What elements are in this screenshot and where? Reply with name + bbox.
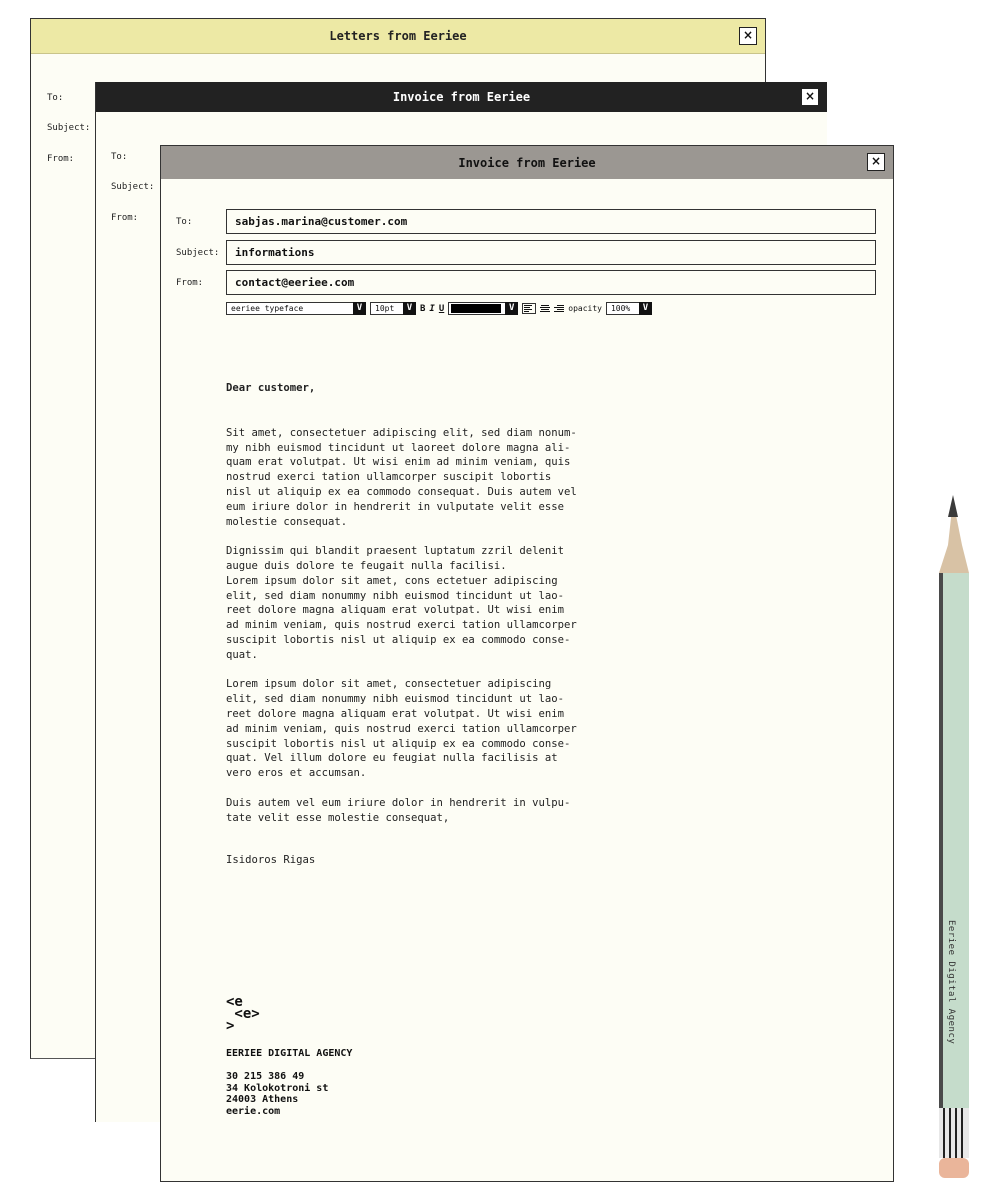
color-swatch [451,304,501,313]
invoice-window-title: Invoice from Eeriee [458,155,596,170]
letters-window-titlebar[interactable] [31,19,765,54]
invoice-window-titlebar[interactable] [161,146,893,179]
italic-button[interactable]: I [429,303,435,314]
agency-name: EERIEE DIGITAL AGENCY [226,1048,353,1059]
agency-contact [226,1071,328,1117]
letter-paragraph: Sit amet, consectetuer adipiscing elit, sed diam nonum- my nibh euismod tincidunt ut laoreet dolore magna ali- quam erat volutpat. Ut wisi enim ad minim veniam, quis nostrud exerci tation ullamcorper suscipit lobortis nisl ut aliquip ex ea commodo consequat. Duis autem vel eum iriure dolor in hendrerit in vulputate velit esse molestie consequat. [226,426,577,528]
to-label: To: [111,152,128,162]
letter-paragraph: Dignissim qui blandit praesent luptatum zzril delenit augue duis dolore te feugait nulla facilisi. Lorem ipsum dolor sit amet, cons ectetuer adipiscing elit, sed diam nonummy nibh euismod tincidunt ut lao- reet dolore magna aliquam erat volutpat. Ut wisi enim ad minim veniam, quis nostrud exerci tation ullamcorper suscipit lobortis nisl ut aliquip ex ea commodo conse- quat. [226,545,577,661]
from-field[interactable] [226,270,876,295]
align-center-icon[interactable] [540,305,550,312]
agency-logo [226,996,260,1032]
ferrule-stripe [955,1108,957,1158]
subject-label: Subject: [111,182,155,192]
size-select-value: 10pt [375,304,395,313]
close-icon[interactable]: × [867,153,885,171]
chevron-down-icon: V [353,302,366,315]
size-select[interactable] [370,302,416,315]
agency-phone: 30 215 386 49 [226,1071,305,1082]
to-field[interactable] [226,209,876,234]
bold-button[interactable]: B [420,303,426,314]
from-label: From: [176,278,204,288]
close-icon[interactable]: × [739,27,757,45]
subject-label: Subject: [47,123,91,133]
color-select[interactable] [448,302,518,315]
agency-website: eerie.com [226,1105,281,1117]
letter-paragraph: Duis autem vel eum iriure dolor in hendrerit in vulpu- tate velit esse molestie consequat, [226,796,571,824]
align-right-icon[interactable] [554,305,564,312]
ferrule-stripe [949,1108,951,1158]
chevron-down-icon: V [639,302,652,315]
underline-button[interactable]: U [438,303,445,314]
close-icon[interactable]: × [801,88,819,106]
pencil-illustration [936,495,972,1185]
letter-greeting: Dear customer, [226,382,316,394]
to-label: To: [47,93,64,103]
agency-street: 34 Kolokotroni st [226,1082,329,1094]
letter-paragraph: Lorem ipsum dolor sit amet, consectetuer adipiscing elit, sed diam nonummy nibh euismod tincidunt ut lao- reet dolore magna aliquam erat volutpat. Ut wisi enim ad minim veniam, quis nostrud exerci tation ullamcorper suscipit lobortis nisl ut aliquip ex ea commodo conse- quat. Vel illum dolore eu feugiat nulla facilisis at vero eros et accumsan. [226,678,577,780]
chevron-down-icon: V [403,302,416,315]
logo-line: <e [226,994,243,1010]
to-label: To: [176,217,193,227]
letters-window-title: Letters from Eeriee [329,29,467,43]
align-left-icon[interactable] [522,303,536,314]
pencil-shadow [939,573,943,1108]
from-label: From: [111,213,139,223]
logo-line: > [226,1018,235,1034]
chevron-down-icon: V [505,302,518,315]
invoice-window [160,145,894,1182]
letter-body[interactable] [226,381,646,883]
logo-line: <e> [226,1006,260,1022]
font-select[interactable] [226,302,366,315]
opacity-label: opacity [568,304,602,313]
letter-signature: Isidoros Rigas [226,854,316,867]
subject-field[interactable] [226,240,876,265]
subject-label: Subject: [176,248,220,258]
agency-city: 24003 Athens [226,1094,299,1105]
pencil-lead [948,495,958,517]
from-label: From: [47,154,75,164]
pencil-label: Eeriee Digital Agency [946,920,956,1045]
invoice-window-back-titlebar[interactable] [96,82,827,112]
pencil-eraser [939,1158,969,1178]
ferrule-stripe [943,1108,945,1158]
opacity-select[interactable] [606,302,652,315]
ferrule-stripe [961,1108,963,1158]
invoice-window-back-title: Invoice from Eeriee [392,90,531,104]
format-toolbar [226,301,652,316]
font-select-value: eeriee typeface [231,304,304,313]
opacity-select-value: 100% [610,304,631,313]
